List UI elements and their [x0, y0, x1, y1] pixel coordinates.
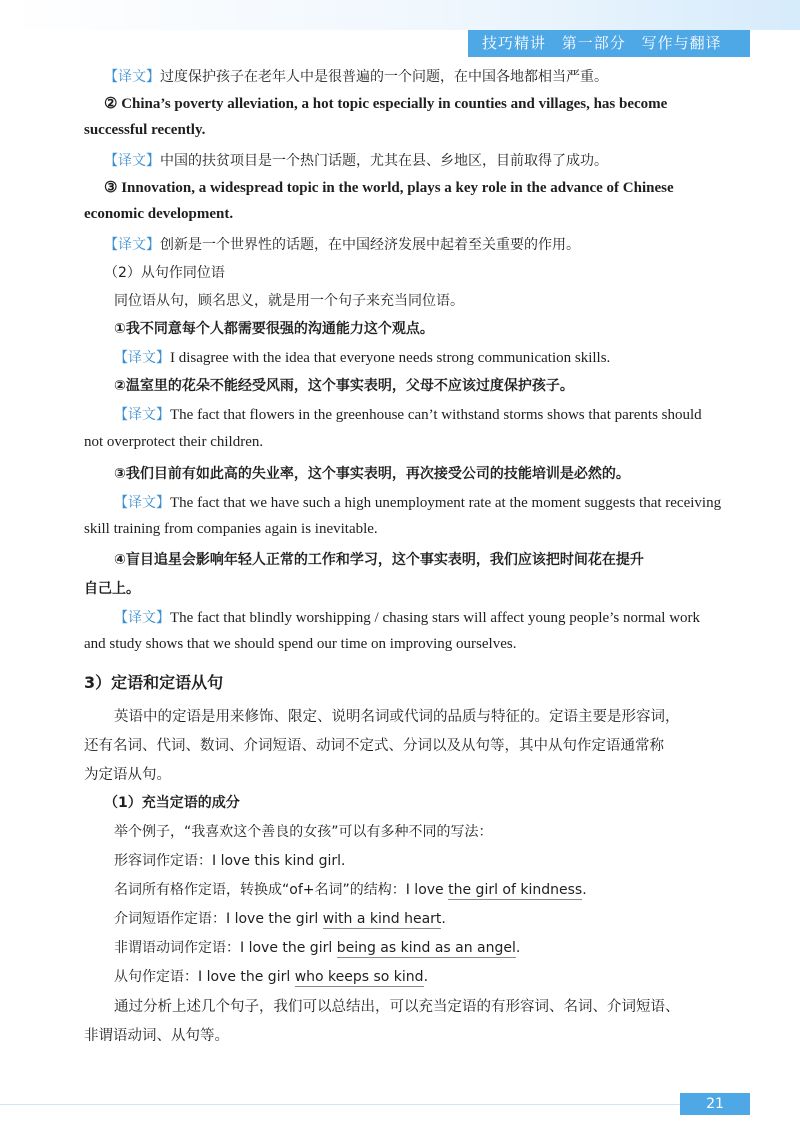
text: 过度保护孩子在老年人中是很普遍的一个问题，在中国各地都相当严重。 [160, 69, 608, 85]
footer-rule [0, 1104, 680, 1105]
example-sentence: ①我不同意每个人都需要很强的沟通能力这个观点。 [114, 321, 434, 337]
paragraph-line: 通过分析上述几个句子，我们可以总结出，可以充当定语的有形容词、名词、介词短语、 [114, 999, 680, 1015]
text: The fact that we have such a high unemployment rate at the moment suggests that receiving [170, 495, 722, 511]
paragraph-line: 同位语从句，顾名思义，就是用一个句子来充当同位语。 [114, 293, 464, 309]
translation-line [114, 607, 700, 627]
example-sentence-cont: successful recently. [84, 122, 206, 138]
text: The fact that flowers in the greenhouse can’t withstand storms shows that parents should [170, 407, 702, 423]
paragraph-line: 还有名词、代词、数词、介词短语、动词不定式、分词以及从句等，其中从句作定语通常称 [84, 738, 664, 754]
translation-cont: skill training from companies again is inevitable. [84, 521, 378, 537]
example-sentence: ②温室里的花朵不能经受风雨，这个事实表明，父母不应该过度保护孩子。 [114, 378, 574, 394]
translation-tag: 【译文】 [114, 495, 170, 511]
translation-tag: 【译文】 [114, 407, 170, 423]
header-section1: 技巧精讲 [482, 34, 547, 52]
underlined-phrase: who keeps so kind [294, 969, 424, 985]
section-heading: 3）定语和定语从句 [84, 673, 224, 692]
text: The fact that blindly worshipping / chasing stars will affect young people’s normal work [170, 610, 701, 626]
translation-tag: 【译文】 [104, 237, 160, 253]
page-number: 21 [680, 1093, 750, 1115]
header-section3: 写作与翻译 [641, 34, 722, 52]
paragraph-line: 英语中的定语是用来修饰、限定、说明名词或代词的品质与特征的。定语主要是形容词， [114, 709, 680, 725]
translation-tag: 【译文】 [104, 69, 160, 85]
translation-tag: 【译文】 [114, 350, 170, 366]
underlined-phrase: being as kind as an angel [336, 940, 516, 956]
translation-line [114, 404, 702, 424]
text: 中国的扶贫项目是一个热门话题，尤其在县、乡地区，目前取得了成功。 [160, 153, 608, 169]
top-band [0, 0, 800, 30]
translation-line [104, 234, 580, 254]
translation-cont: not overprotect their children. [84, 434, 264, 450]
subheading: （1）充当定语的成分 [104, 795, 240, 811]
example-sentence: ② China’s poverty alleviation, a hot topic especially in counties and villages, has become [104, 96, 668, 112]
text: 创新是一个世界性的话题，在中国经济发展中起着至关重要的作用。 [160, 237, 580, 253]
example-sentence: ③ Innovation, a widespread topic in the world, plays a key role in the advance of Chinese [104, 180, 674, 196]
translation-cont: and study shows that we should spend our time on improving ourselves. [84, 636, 517, 652]
paragraph-line [114, 966, 428, 986]
paragraph-line [114, 908, 446, 928]
text: . [441, 911, 446, 927]
text: 非谓语动词作定语：I love the girl [114, 940, 337, 956]
example-sentence-cont: 自己上。 [84, 581, 140, 597]
translation-tag: 【译文】 [104, 153, 160, 169]
paragraph-line: 形容词作定语：I love this kind girl. [114, 853, 346, 869]
subheading: （2）从句作同位语 [104, 265, 225, 281]
translation-line [104, 66, 608, 86]
paragraph-line: 举个例子，“我喜欢这个善良的女孩”可以有多种不同的写法： [114, 824, 493, 840]
translation-tag: 【译文】 [114, 610, 170, 626]
paragraph-line: 为定语从句。 [84, 767, 171, 783]
text: I disagree with the idea that everyone needs strong communication skills. [170, 350, 611, 366]
translation-line [104, 150, 608, 170]
underlined-phrase: with a kind heart [322, 911, 442, 927]
running-header [468, 30, 750, 57]
text: . [515, 940, 521, 956]
translation-line [114, 492, 721, 512]
text: 名词所有格作定语，转换成“of+名词”的结构：I love [114, 882, 449, 898]
text: . [423, 969, 429, 985]
header-section2: 第一部分 [561, 34, 626, 52]
text: 从句作定语：I love the girl [114, 969, 295, 985]
example-sentence: ④盲目追星会影响年轻人正常的工作和学习，这个事实表明，我们应该把时间花在提升 [114, 552, 644, 568]
translation-line [114, 347, 610, 367]
paragraph-line [114, 937, 520, 957]
example-sentence: ③我们目前有如此高的失业率，这个事实表明，再次接受公司的技能培训是必然的。 [114, 466, 630, 482]
text: . [582, 882, 587, 898]
paragraph-line [114, 879, 587, 899]
example-sentence-cont: economic development. [84, 206, 234, 222]
paragraph-line: 非谓语动词、从句等。 [84, 1028, 229, 1044]
underlined-phrase: the girl of kindness [448, 882, 583, 898]
text: 介词短语作定语：I love the girl [114, 911, 323, 927]
